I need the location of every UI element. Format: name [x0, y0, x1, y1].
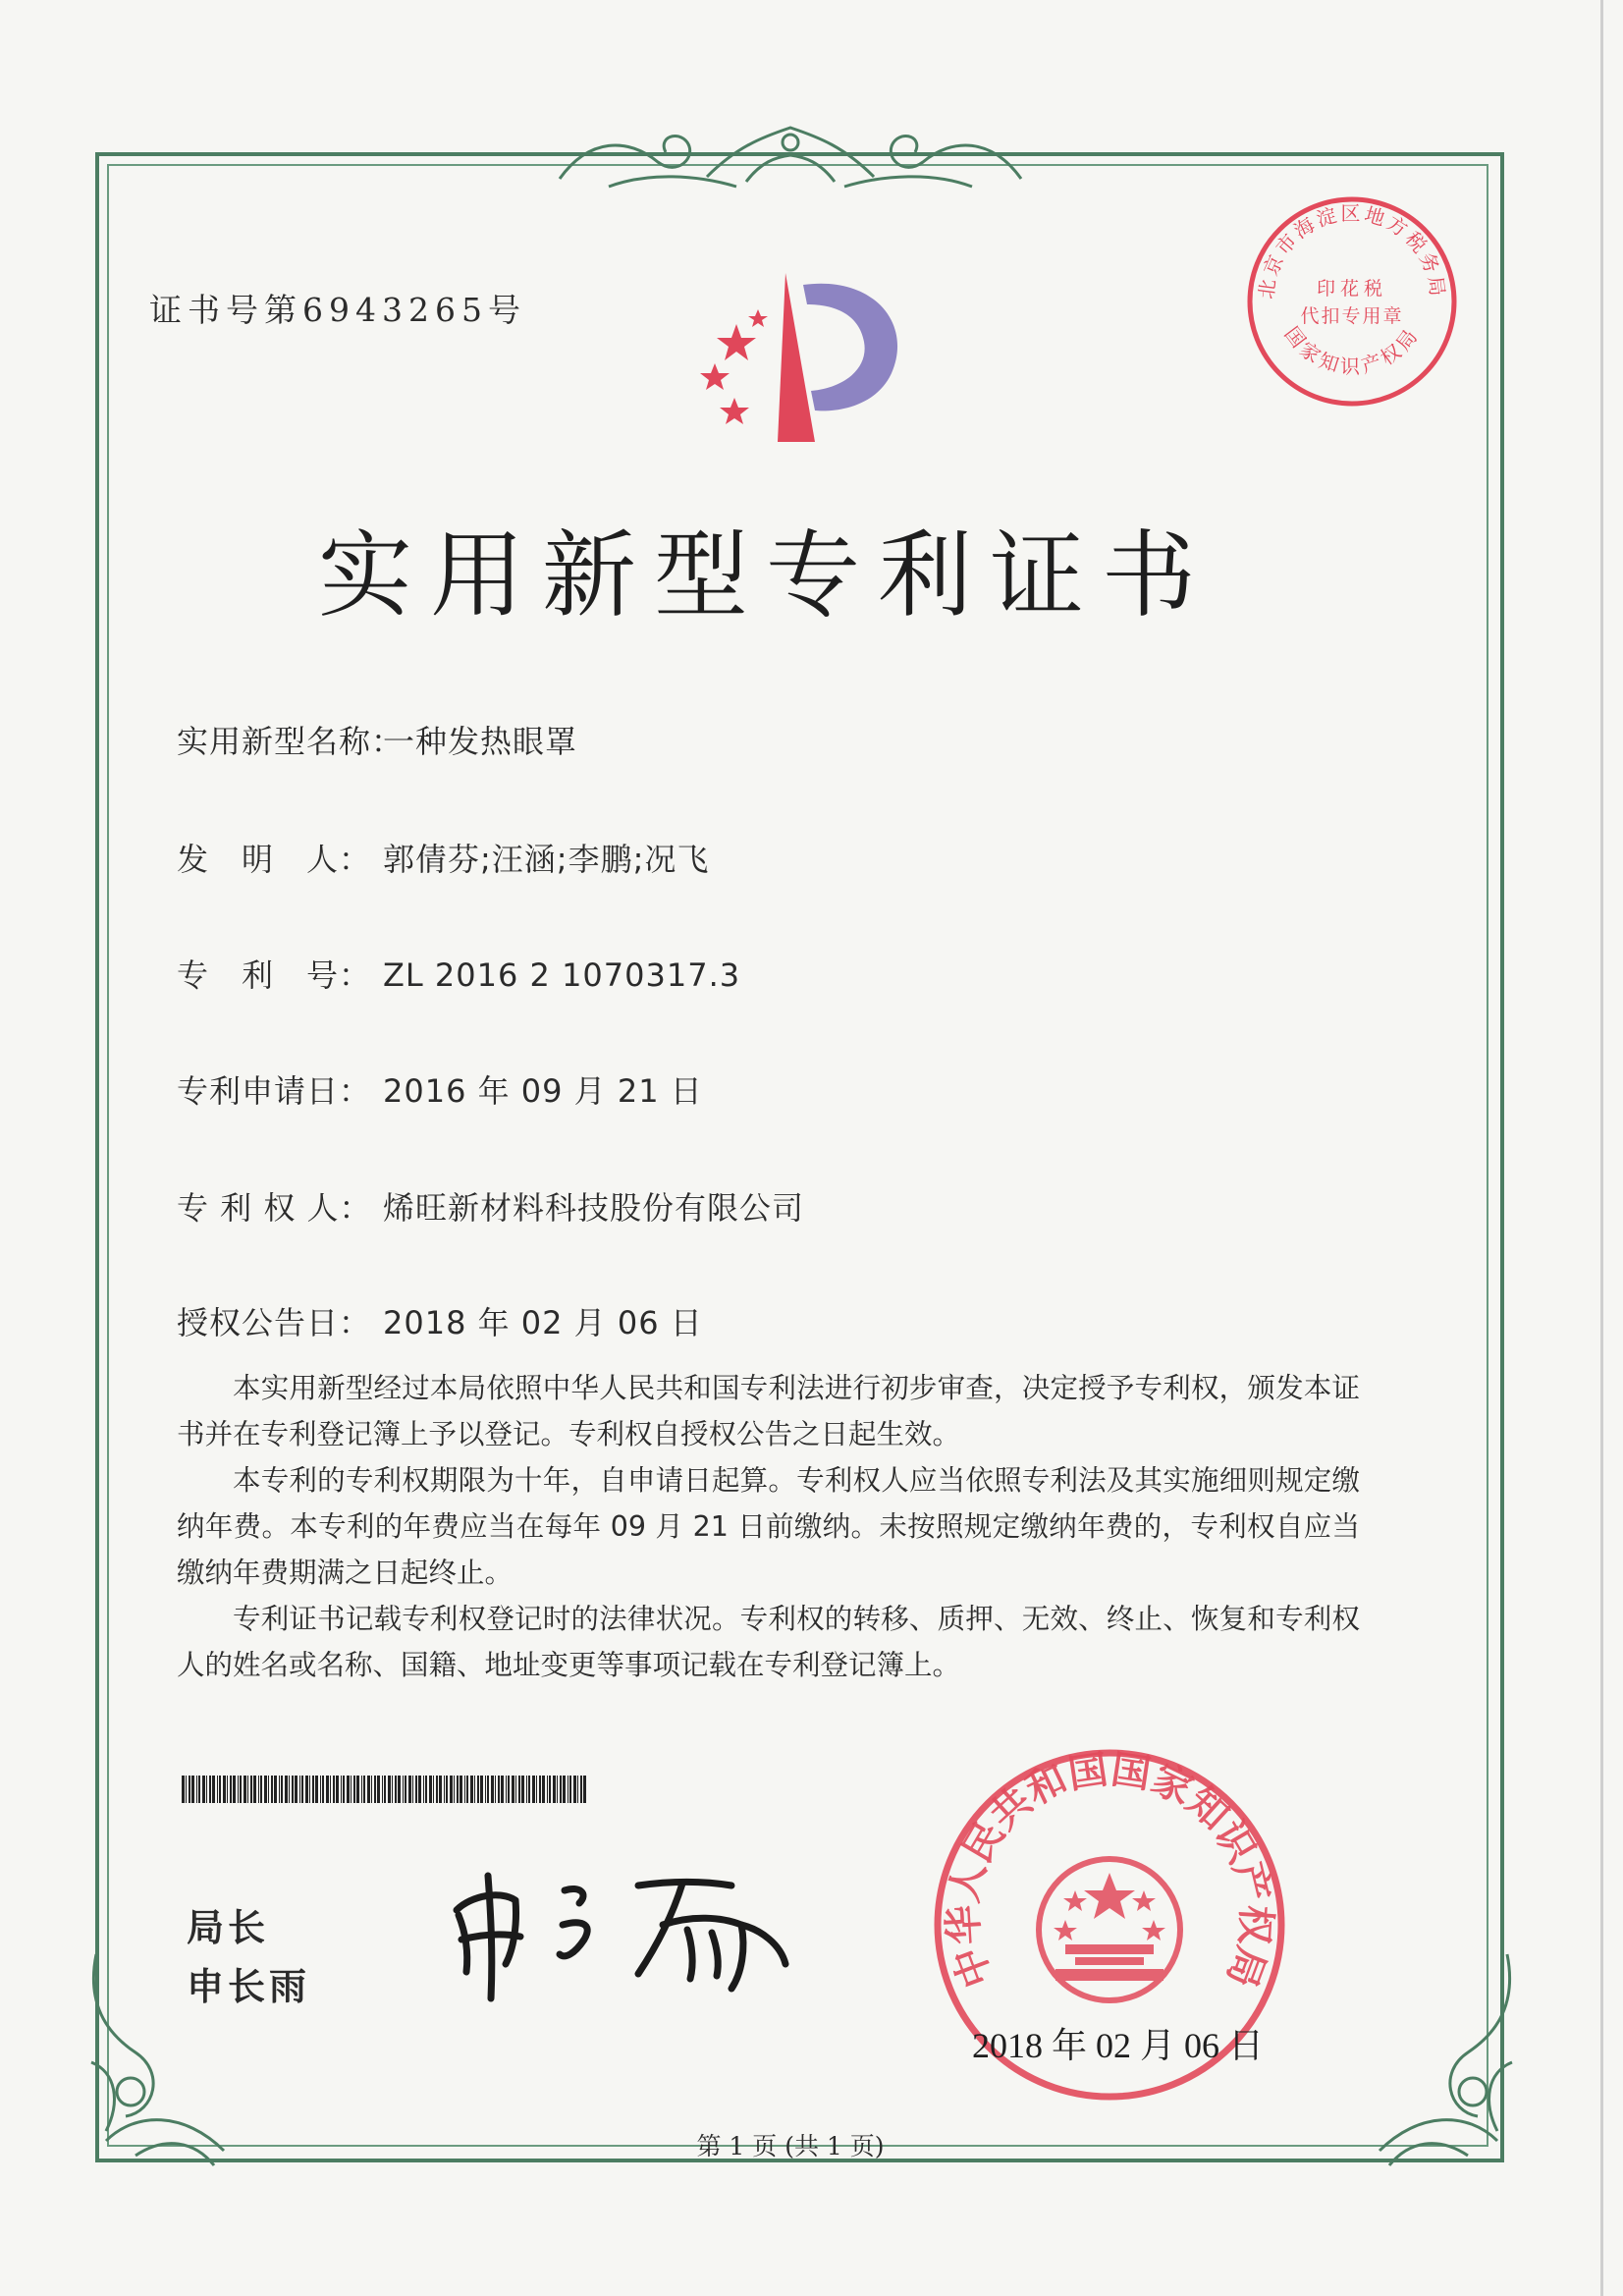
- field-value: 烯旺新材料科技股份有限公司: [383, 1189, 805, 1227]
- top-ornament-icon: [550, 118, 1031, 196]
- official-seal-ring-text: 中华人民共和国国家知识产权局: [941, 1747, 1278, 1994]
- certificate-body-text: [177, 1365, 1360, 1688]
- page-number: 第 1 页 (共 1 页): [696, 2132, 885, 2160]
- certificate-number: 证书号第6943265号: [149, 291, 526, 329]
- svg-text:中华人民共和国国家知识产权局: [941, 1747, 1278, 1994]
- barcode-icon: [182, 1776, 586, 1803]
- field-label: 专 利 号：: [177, 957, 372, 994]
- field-value: 2018 年 02 月 06 日: [383, 1304, 703, 1341]
- field-patentee: [177, 1183, 804, 1229]
- field-value: ZL 2016 2 1070317.3: [383, 957, 741, 994]
- field-grant-announcement-date: [177, 1298, 703, 1343]
- field-application-date: [177, 1066, 703, 1112]
- field-label: 专利申请日：: [177, 1072, 372, 1110]
- field-value: 2016 年 09 月 21 日: [383, 1072, 703, 1110]
- paragraph: 本专利的专利权期限为十年，自申请日起算。专利权人应当依照专利法及其实施细则规定缴纳年费。本专利的年费应当在每年 09 月 21 日前缴纳。未按照规定缴纳年费的，专利权自应当缴纳年费期满之日起终止。: [177, 1464, 1360, 1589]
- director-signature-icon: [447, 1856, 800, 2003]
- seal-date: 2018 年 02 月 06 日: [972, 2026, 1265, 2065]
- field-value: 郭倩芬;汪涵;李鹏;况飞: [383, 841, 710, 878]
- field-utility-model-name: [177, 717, 577, 762]
- field-label: 专 利 权 人：: [177, 1189, 372, 1227]
- field-inventors: [177, 835, 709, 880]
- tax-seal: [1239, 189, 1465, 418]
- tax-seal-bottom-text: 国家知识产权局: [1279, 322, 1425, 379]
- field-label: 授权公告日：: [177, 1304, 372, 1341]
- national-emblem-icon: [1039, 1859, 1180, 2000]
- patent-office-logo-icon: [668, 265, 923, 462]
- field-label: 发 明 人：: [177, 841, 372, 878]
- director-title: 局长: [187, 1906, 270, 1949]
- paragraph: 专利证书记载专利权登记时的法律状况。专利权的转移、质押、无效、终止、恢复和专利权人的姓名或名称、国籍、地址变更等事项记载在专利登记簿上。: [177, 1603, 1360, 1681]
- certificate-title: 实用新型专利证书: [318, 520, 1214, 630]
- field-value: 一种发热眼罩: [383, 723, 578, 760]
- tax-seal-ring-text: 北京市海淀区地方税务局: [1254, 201, 1450, 301]
- paragraph: 本实用新型经过本局依照中华人民共和国专利法进行初步审查，决定授予专利权，颁发本证书并在专利登记簿上予以登记。专利权自授权公告之日起生效。: [177, 1372, 1360, 1450]
- field-patent-number: [177, 951, 740, 996]
- director-name: 申长雨: [187, 1965, 311, 2008]
- field-label: 实用新型名称：: [177, 723, 405, 760]
- tax-seal-inner-line2: 代扣专用章: [1300, 305, 1404, 327]
- tax-seal-inner-line1: 印花税: [1316, 278, 1388, 300]
- svg-text:国家知识产权局: [1280, 322, 1425, 378]
